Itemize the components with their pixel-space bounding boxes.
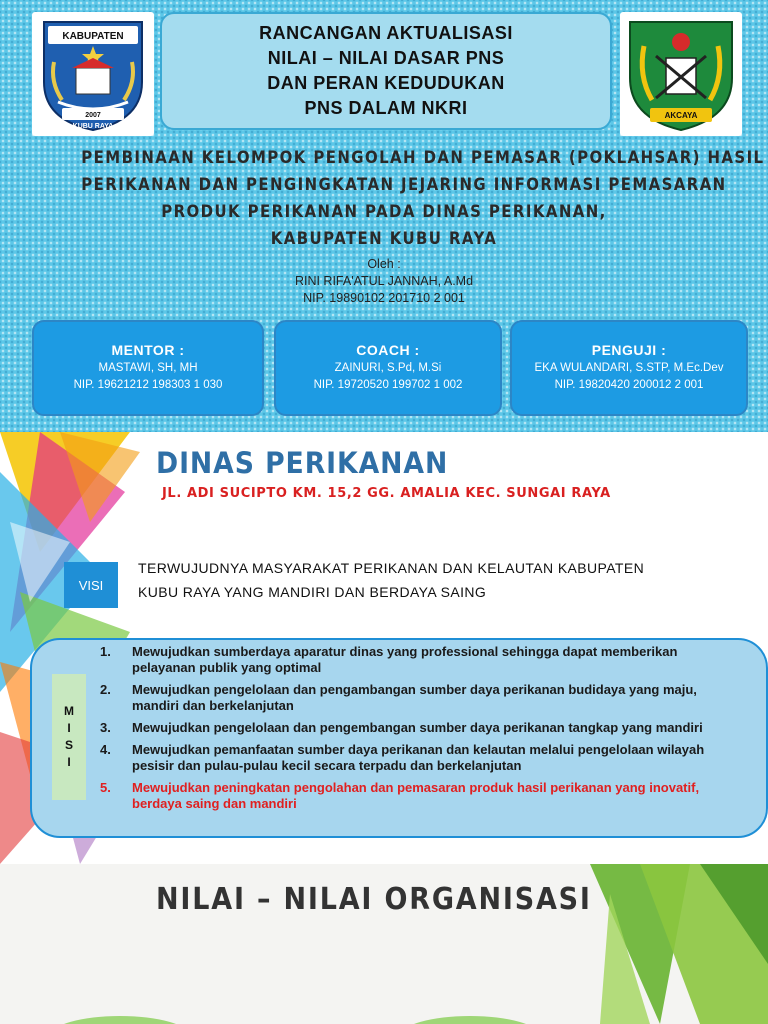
misi-item-number: 2. [100, 682, 111, 697]
byline-label: Oleh : [367, 257, 401, 271]
kalbar-emblem [620, 12, 742, 136]
penguji-role: PENGUJI : [591, 342, 667, 358]
nilai-slide [0, 864, 768, 1024]
misi-item [100, 720, 740, 736]
title-line: PNS DALAM NKRI [304, 98, 468, 118]
misi-item [100, 644, 740, 676]
misi-item-number: 4. [100, 742, 111, 757]
project-title-line: PERIKANAN DAN PENGINGKATAN JEJARING INFORMASI PEMASARAN [81, 175, 727, 195]
project-title-line: PRODUK PERIKANAN PADA DINAS PERIKANAN, [161, 202, 607, 222]
mentor-name: MASTAWI, SH, MH [98, 362, 198, 374]
author-nip: NIP. 19890102 201710 2 001 [303, 291, 465, 305]
coach-role: COACH : [356, 342, 420, 358]
kubu-raya-emblem [32, 12, 154, 136]
dinas-address: JL. ADI SUCIPTO KM. 15,2 GG. AMALIA KEC. SUNGAI RAYA [162, 486, 611, 501]
project-title-line: PEMBINAAN KELOMPOK PENGOLAH DAN PEMASAR (POKLAHSAR) HASIL [81, 148, 765, 168]
title-line: RANCANGAN AKTUALISASI [259, 23, 513, 43]
penguji-nip: NIP. 19820420 200012 2 001 [554, 379, 704, 391]
nilai-title: NILAI – NILAI ORGANISASI [156, 882, 592, 917]
misi-item-text: Mewujudkan peningkatan pengolahan dan pemasaran produk hasil perikanan yang inovatif, berdaya saing dan mandiri [132, 780, 700, 811]
misi-item-text: Mewujudkan pemanfaatan sumber daya perikanan dan kelautan melalui pengelolaan wilayah pesisir dan pulau-pulau kecil secara terpadu dan berkelanjutan [132, 742, 705, 773]
emblem-caption: KUBU RAYA [72, 123, 114, 130]
mentor-card [32, 320, 264, 416]
coach-name: ZAINURI, S.Pd, M.Si [334, 362, 442, 374]
author-block [0, 256, 768, 307]
mentor-nip: NIP. 19621212 198303 1 030 [73, 379, 223, 391]
misi-item [100, 682, 740, 714]
project-title-line: KABUPATEN KUBU RAYA [270, 229, 498, 249]
misi-letter: S [64, 738, 73, 752]
penguji-card [510, 320, 748, 416]
emblem-year: 2007 [85, 112, 101, 119]
misi-item-highlighted [100, 780, 740, 812]
misi-item-number: 5. [100, 780, 111, 795]
kalbar-caption: AKCAYA [664, 111, 698, 120]
title-line: NILAI – NILAI DASAR PNS [267, 48, 505, 68]
emblem-top-text: KABUPATEN [62, 31, 124, 42]
visi-label: VISI [64, 562, 118, 608]
presentation-title [160, 12, 612, 130]
mentor-role: MENTOR : [111, 342, 185, 358]
misi-item-number: 1. [100, 644, 111, 659]
dinas-slide [0, 432, 768, 864]
project-title [40, 145, 765, 253]
misi-item-text: Mewujudkan sumberdaya aparatur dinas yang professional sehingga dapat memberikan pelayanan publik yang optimal [132, 644, 678, 675]
misi-item [100, 742, 740, 774]
kalbar-emblem-icon [620, 12, 742, 136]
misi-panel [30, 638, 768, 838]
misi-letter: I [67, 755, 71, 769]
dinas-title: DINAS PERIKANAN [156, 446, 449, 480]
misi-item-text: Mewujudkan pengelolaan dan pengembangan sumber daya perikanan tangkap yang mandiri [132, 720, 703, 735]
misi-letter: M [64, 704, 74, 718]
visi-line: TERWUJUDNYA MASYARAKAT PERIKANAN DAN KELAUTAN KABUPATEN [138, 560, 645, 576]
visi-line: KUBU RAYA YANG MANDIRI DAN BERDAYA SAING [138, 584, 487, 600]
misi-list [100, 644, 740, 818]
misi-item-text: Mewujudkan pengelolaan dan pengambangan sumber daya perikanan budidaya yang maju, mandiri dan berkelanjutan [132, 682, 697, 713]
title-slide [0, 0, 768, 432]
title-line: DAN PERAN KEDUDUKAN [267, 73, 505, 93]
misi-item-number: 3. [100, 720, 111, 735]
misi-label [52, 674, 86, 800]
author-name: RINI RIFA'ATUL JANNAH, A.Md [294, 274, 474, 288]
misi-letter: I [67, 721, 71, 735]
coach-nip: NIP. 19720520 199702 1 002 [313, 379, 463, 391]
coach-card [274, 320, 502, 416]
kubu-raya-emblem-icon [32, 12, 154, 136]
visi-statement [138, 556, 758, 604]
penguji-name: EKA WULANDARI, S.STP, M.Ec.Dev [534, 362, 724, 374]
